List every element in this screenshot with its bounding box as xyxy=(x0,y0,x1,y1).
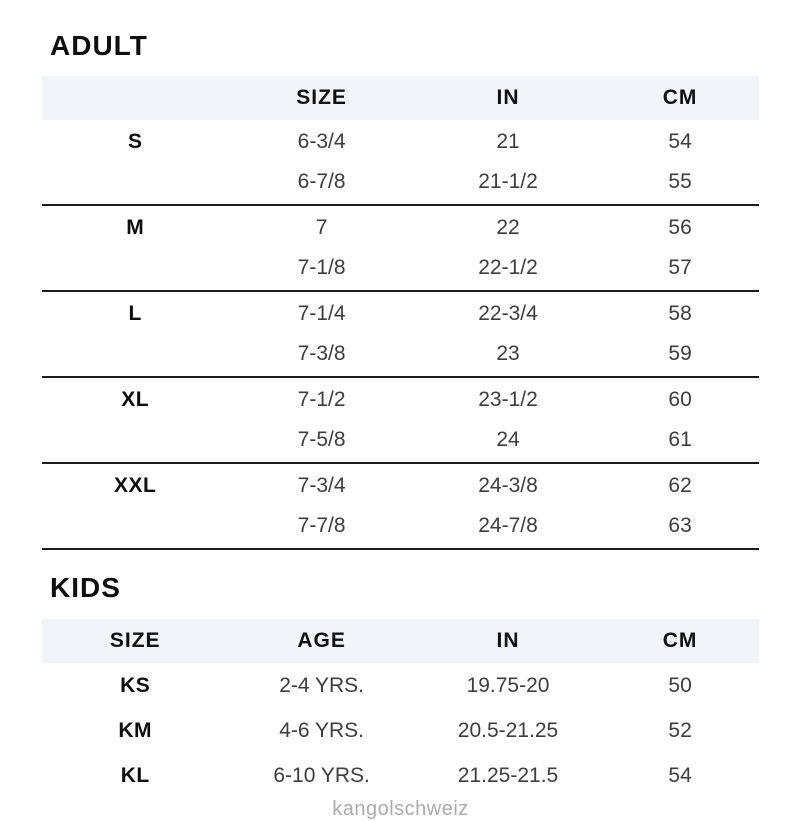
size-label: XL xyxy=(121,388,150,411)
hat-size-value: 7-3/4 xyxy=(297,474,346,497)
table-row xyxy=(42,753,759,798)
inches-value: 22-1/2 xyxy=(478,256,538,279)
centimeters-value: 52 xyxy=(668,718,692,742)
inches-value: 24-3/8 xyxy=(478,474,538,497)
centimeters-value: 54 xyxy=(668,763,692,787)
centimeters-value: 59 xyxy=(668,342,692,365)
inches-value: 21.25-21.5 xyxy=(457,763,559,787)
centimeters-value: 61 xyxy=(668,428,692,451)
adult-column-header: IN xyxy=(496,86,520,109)
centimeters-value: 54 xyxy=(668,130,692,153)
inches-value: 22-3/4 xyxy=(478,302,538,325)
size-label: KL xyxy=(120,763,150,787)
size-label: KM xyxy=(118,718,153,742)
adult-table-header-row xyxy=(42,76,759,120)
table-row xyxy=(42,380,759,420)
centimeters-value: 50 xyxy=(668,673,692,697)
table-row xyxy=(42,334,759,374)
inches-value: 20.5-21.25 xyxy=(457,718,559,742)
table-row xyxy=(42,248,759,288)
table-row xyxy=(42,162,759,202)
hat-size-value: 6-3/4 xyxy=(297,130,346,153)
centimeters-value: 55 xyxy=(668,170,692,193)
centimeters-value: 58 xyxy=(668,302,692,325)
size-label: S xyxy=(127,130,143,153)
adult-size-group xyxy=(42,292,759,378)
adult-size-group xyxy=(42,378,759,464)
hat-size-value: 7-3/8 xyxy=(297,342,346,365)
adult-size-group xyxy=(42,464,759,550)
hat-size-value: 7-5/8 xyxy=(297,428,346,451)
inches-value: 24-7/8 xyxy=(478,514,538,537)
kids-column-header: AGE xyxy=(297,629,346,652)
hat-size-value: 7 xyxy=(315,216,328,239)
hat-size-value: 7-7/8 xyxy=(297,514,346,537)
adult-table-body xyxy=(42,120,759,550)
hat-size-value: 6-7/8 xyxy=(297,170,346,193)
adult-column-header: CM xyxy=(662,86,698,109)
inches-value: 21 xyxy=(496,130,520,153)
size-label: M xyxy=(126,216,145,239)
kids-table-header-row xyxy=(42,619,759,663)
centimeters-value: 62 xyxy=(668,474,692,497)
hat-size-value: 7-1/8 xyxy=(297,256,346,279)
inches-value: 23-1/2 xyxy=(478,388,538,411)
size-label: L xyxy=(128,302,142,325)
kids-table-body xyxy=(42,663,759,798)
kids-column-header: SIZE xyxy=(109,629,161,652)
inches-value: 21-1/2 xyxy=(478,170,538,193)
watermark: kangolschweiz xyxy=(332,798,469,820)
age-value: 4-6 YRS. xyxy=(279,718,365,742)
kids-size-table xyxy=(42,619,759,798)
age-value: 6-10 YRS. xyxy=(273,763,370,787)
adult-column-header: SIZE xyxy=(296,86,347,109)
table-row xyxy=(42,663,759,708)
kids-column-header: IN xyxy=(496,629,520,652)
centimeters-value: 60 xyxy=(668,388,692,411)
table-row xyxy=(42,466,759,506)
centimeters-value: 63 xyxy=(668,514,692,537)
centimeters-value: 56 xyxy=(668,216,692,239)
adult-size-group xyxy=(42,120,759,206)
hat-size-value: 7-1/4 xyxy=(297,302,346,325)
kids-column-header: CM xyxy=(662,629,698,652)
adult-size-group xyxy=(42,206,759,292)
table-row xyxy=(42,208,759,248)
inches-value: 22 xyxy=(496,216,520,239)
table-row xyxy=(42,294,759,334)
inches-value: 19.75-20 xyxy=(466,673,550,697)
age-value: 2-4 YRS. xyxy=(279,673,365,697)
inches-value: 24 xyxy=(496,428,520,451)
table-row xyxy=(42,122,759,162)
kids-section-title: KIDS xyxy=(50,572,121,603)
table-row xyxy=(42,506,759,546)
inches-value: 23 xyxy=(496,342,520,365)
size-label: KS xyxy=(120,673,151,697)
table-row xyxy=(42,420,759,460)
size-label: XXL xyxy=(114,474,157,497)
adult-size-table xyxy=(42,76,759,550)
centimeters-value: 57 xyxy=(668,256,692,279)
table-row xyxy=(42,708,759,753)
hat-size-value: 7-1/2 xyxy=(297,388,346,411)
adult-section-title: ADULT xyxy=(50,30,148,61)
